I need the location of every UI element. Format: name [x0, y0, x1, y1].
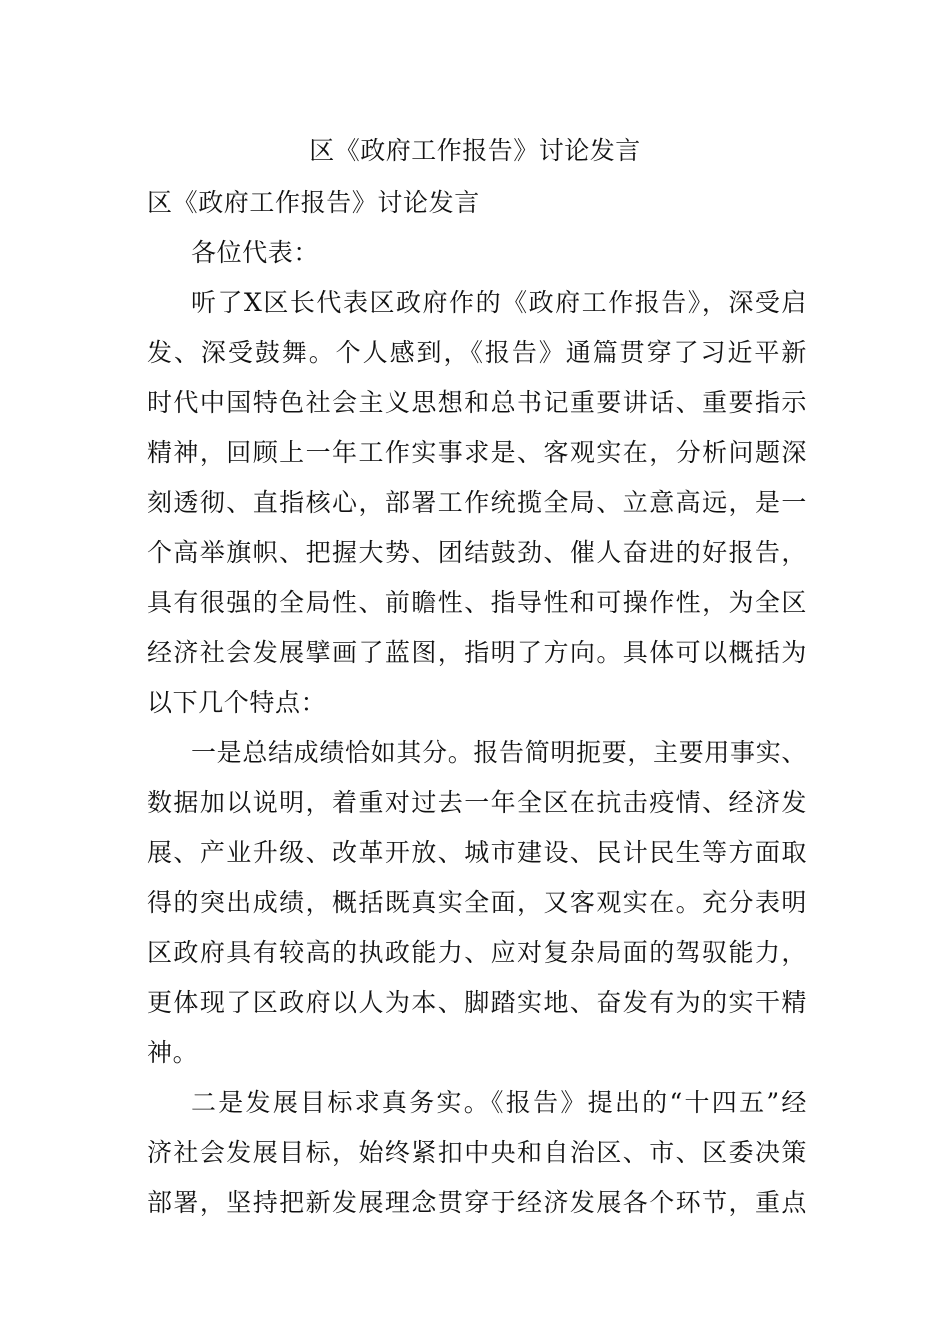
- body-heading-line: 区《政府工作报告》讨论发言: [147, 188, 480, 217]
- document-body: [147, 178, 807, 1228]
- paragraph-line: 数据加以说明，着重对过去一年全区在抗击疫情、经济发: [147, 788, 807, 817]
- paragraph-line: 展、产业升级、改革开放、城市建设、民计民生等方面取: [147, 838, 807, 867]
- paragraph-line: 一是总结成绩恰如其分。报告简明扼要，主要用事实、: [191, 738, 807, 767]
- document-title: 区《政府工作报告》讨论发言: [309, 136, 641, 165]
- paragraph-line: 以下几个特点：: [147, 688, 327, 717]
- paragraph-line: 区政府具有较高的执政能力、应对复杂局面的驾驭能力，: [147, 938, 807, 967]
- paragraph-line: 听了X区长代表区政府作的《政府工作报告》，深受启: [191, 288, 807, 317]
- paragraph-line: 神。: [147, 1038, 199, 1067]
- paragraph-line: 发、深受鼓舞。个人感到，《报告》通篇贯穿了习近平新: [147, 338, 807, 367]
- paragraph-line: 更体现了区政府以人为本、脚踏实地、奋发有为的实干精: [147, 988, 807, 1017]
- salutation-line: 各位代表：: [191, 238, 320, 267]
- paragraph-line: 部署，坚持把新发展理念贯穿于经济发展各个环节，重点: [147, 1188, 807, 1217]
- paragraph-line: 具有很强的全局性、前瞻性、指导性和可操作性，为全区: [147, 588, 807, 617]
- paragraph-line: 时代中国特色社会主义思想和总书记重要讲话、重要指示: [147, 388, 807, 417]
- paragraph-line: 精神，回顾上一年工作实事求是、客观实在，分析问题深: [147, 438, 807, 467]
- paragraph-line: 个高举旗帜、把握大势、团结鼓劲、催人奋进的好报告，: [147, 538, 807, 567]
- paragraph-line: 刻透彻、直指核心，部署工作统揽全局、立意高远，是一: [147, 488, 807, 517]
- paragraph-line: 经济社会发展擘画了蓝图，指明了方向。具体可以概括为: [147, 638, 807, 667]
- paragraph-line: 济社会发展目标，始终紧扣中央和自治区、市、区委决策: [147, 1138, 807, 1167]
- paragraph-line: 二是发展目标求真务实。《报告》提出的“十四五”经: [191, 1088, 807, 1117]
- paragraph-line: 得的突出成绩，概括既真实全面，又客观实在。充分表明: [147, 888, 807, 917]
